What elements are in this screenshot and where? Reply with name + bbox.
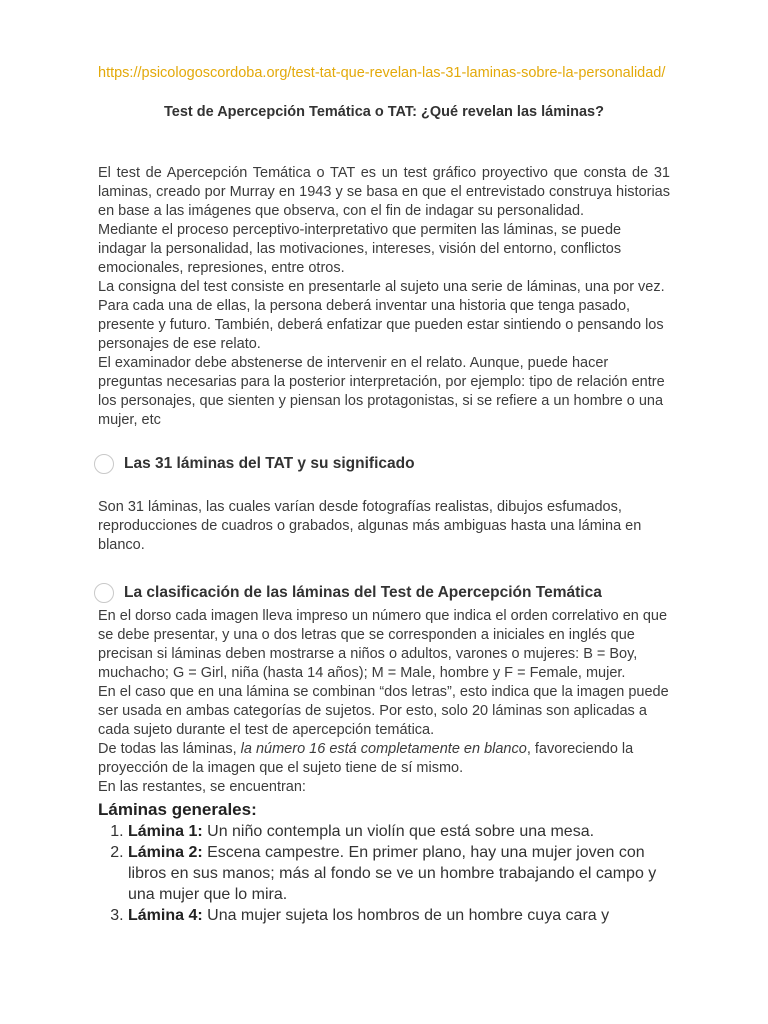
list-item [128, 842, 670, 905]
lamina-label: Lámina 2: [128, 844, 203, 861]
document-page [98, 64, 670, 926]
circle-icon [94, 454, 114, 474]
lamina-description: Escena campestre. En primer plano, hay una mujer joven con libros en sus manos; más al fondo se ve un hombre trabajando el campo y una mujer que lo mira. [128, 844, 657, 903]
clasificacion-paragraph-3-start: De todas las láminas, [98, 741, 241, 757]
intro-section [98, 164, 670, 430]
lamina-label: Lámina 1: [128, 823, 203, 840]
lamina-description: Una mujer sujeta los hombros de un hombre cuya cara y [202, 907, 610, 924]
clasificacion-paragraph-1: En el dorso cada imagen lleva impreso un número que indica el orden correlativo en que se debe presentar, y una o dos letras que se corresponden a iniciales en inglés que precisan si láminas deben mostrarse a niños o adultos, varones o mujeres: B = Boy, muchacho; G = Girl, niña (hasta 14 años); M = Male, hombre y F = Female, mujer. [98, 608, 668, 681]
section-title-clasificacion: La clasificación de las láminas del Test de Apercepción Temática [124, 584, 602, 601]
intro-paragraph-2: Mediante el proceso perceptivo-interpretativo que permiten las láminas, se puede indagar la personalidad, las motivaciones, intereses, visión del entorno, conflictos emocionales, represiones, entre otros. [98, 222, 622, 276]
list-item [128, 821, 670, 842]
clasificacion-paragraph-4: En las restantes, se encuentran: [98, 779, 306, 795]
clasificacion-paragraph-3-end: , favoreciendo la proyección de la imagen que el sujeto tiene de sí mismo. [98, 741, 634, 776]
list-item [128, 905, 670, 926]
section-laminas-body: Son 31 láminas, las cuales varían desde fotografías realistas, dibujos esfumados, reproducciones de cuadros o grabados, algunas más ambiguas hasta una lámina en blanco. [98, 499, 642, 553]
lamina-label: Lámina 4: [128, 907, 203, 924]
section-title-laminas: Las 31 láminas del TAT y su significado [124, 455, 415, 472]
laminas-generales-heading: Láminas generales: [98, 800, 257, 819]
section-heading-clasificacion [94, 583, 670, 603]
clasificacion-paragraph-3-emphasis: la número 16 está completamente en blanco [240, 741, 527, 757]
intro-paragraph-4: El examinador debe abstenerse de intervenir en el relato. Aunque, puede hacer preguntas necesarias para la posterior interpretación, por ejemplo: tipo de relación entre los personajes, que sienten y piensan los protagonistas, si se refiere a un hombre o una mujer, etc [98, 355, 665, 428]
document-title: Test de Apercepción Temática o TAT: ¿Qué revelan las láminas? [164, 104, 604, 120]
lamina-description: Un niño contempla un violín que está sobre una mesa. [202, 823, 595, 840]
clasificacion-paragraph-2: En el caso que en una lámina se combinan “dos letras”, esto indica que la imagen puede ser usada en ambas categorías de sujetos. Por esto, solo 20 láminas son aplicadas a cada sujeto durante el test de apercepción temática. [98, 684, 669, 738]
circle-icon [94, 583, 114, 603]
clasificacion-paragraph-3 [98, 740, 670, 778]
source-link[interactable]: https://psicologoscordoba.org/test-tat-que-revelan-las-31-laminas-sobre-la-personalidad/ [98, 65, 666, 81]
intro-paragraph-3: La consigna del test consiste en presentarle al sujeto una serie de láminas, una por vez. Para cada una de ellas, la persona deberá inventar una historia que tenga pasado, presente y futuro. También, deberá enfatizar que pueden estar sintiendo o pensando los personajes de ese relato. [98, 279, 665, 352]
intro-paragraph-1: El test de Apercepción Temática o TAT es un test gráfico proyectivo que consta de 31 laminas, creado por Murray en 1943 y se basa en que el entrevistado construya historias en base a las imágenes que observa, con el fin de indagar su personalidad. [98, 165, 670, 219]
section-heading-laminas [94, 454, 670, 474]
section-clasificacion-body [98, 607, 670, 797]
laminas-list [98, 821, 670, 926]
